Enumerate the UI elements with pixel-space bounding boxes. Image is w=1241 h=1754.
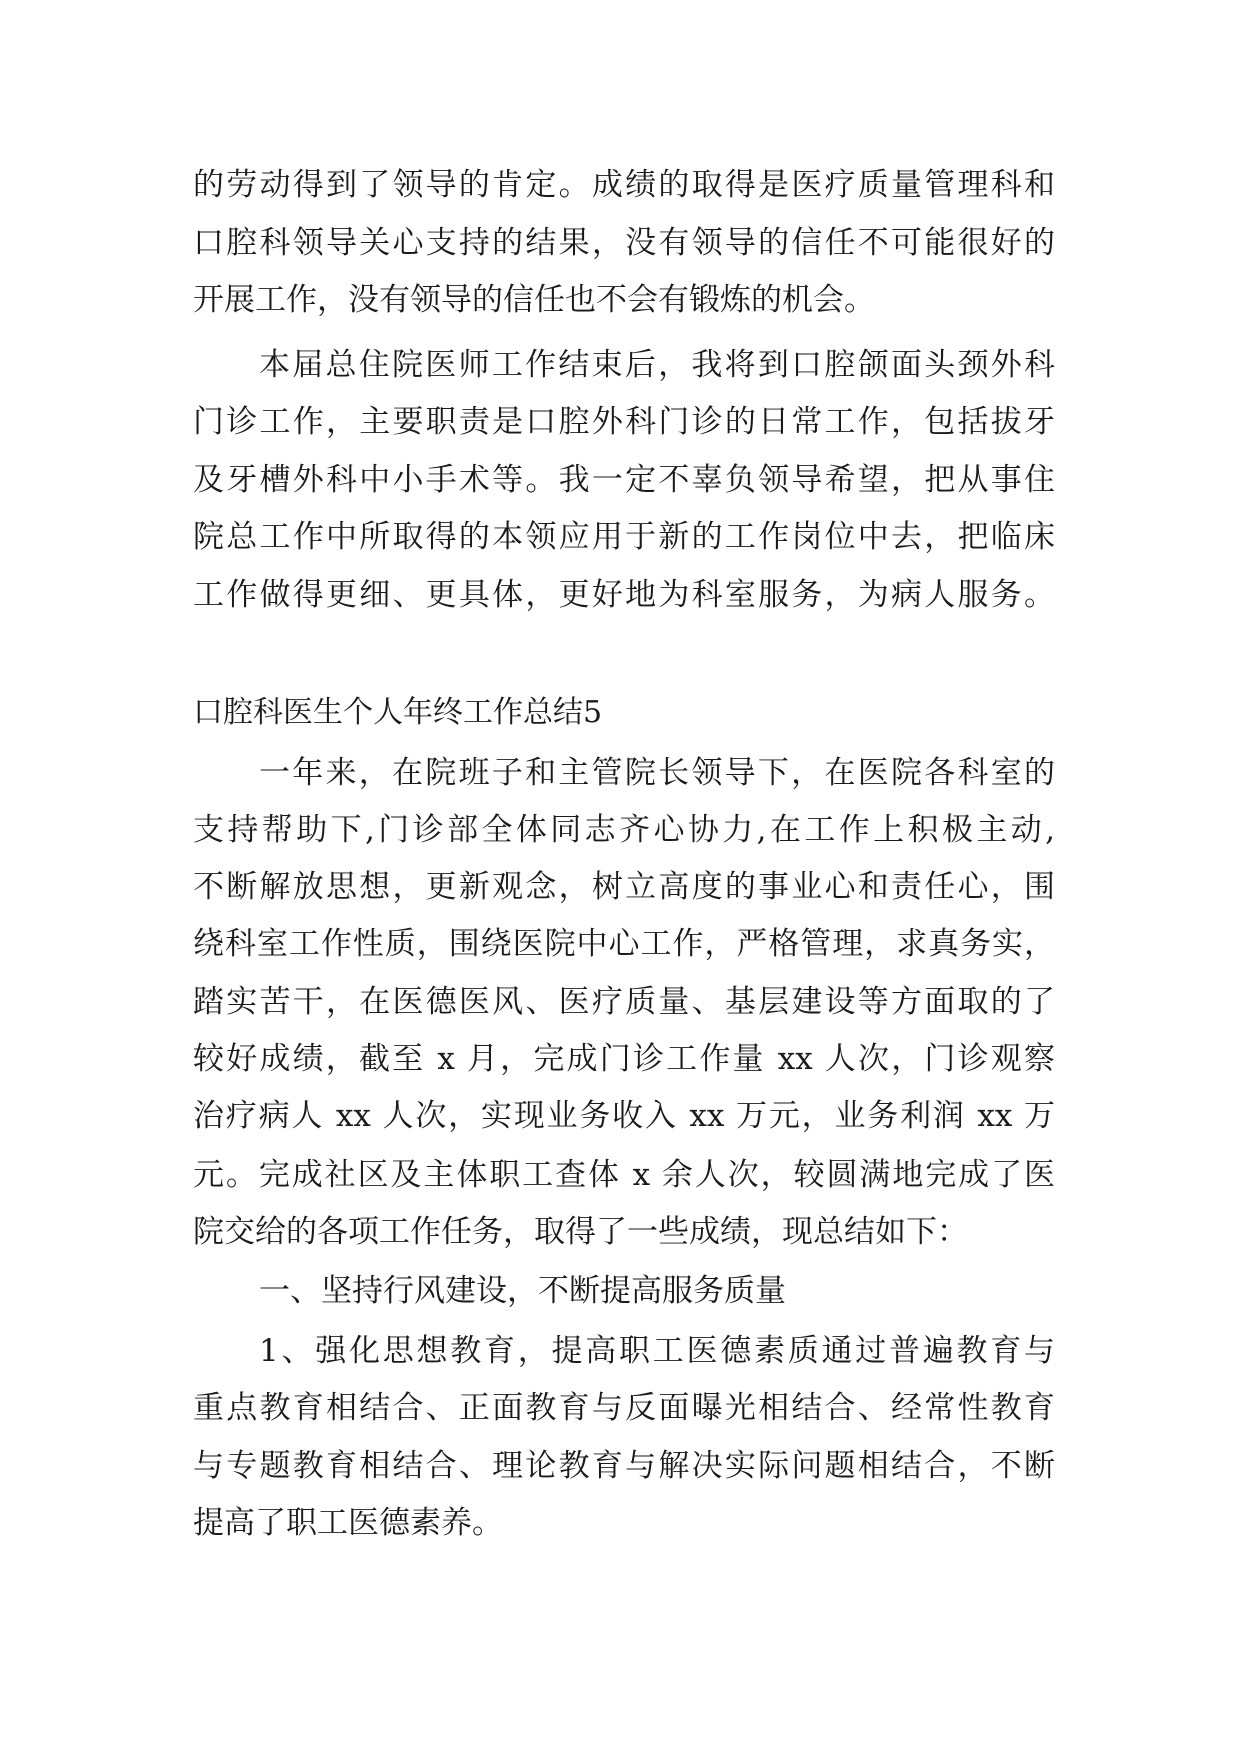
text-line: 治疗病人 xx 人次，实现业务收入 xx 万元，业务利润 xx 万	[193, 1098, 1055, 1134]
text-line: 院总工作中所取得的本领应用于新的工作岗位中去，把临床	[193, 519, 1055, 555]
subheading: 一、坚持行风建设，不断提高服务质量	[259, 1273, 786, 1309]
text-line: 较好成绩，截至 x 月，完成门诊工作量 xx 人次，门诊观察	[193, 1041, 1055, 1077]
text-line: 工作做得更细、更具体，更好地为科室服务，为病人服务。	[193, 577, 1055, 613]
text-line: 不断解放思想，更新观念，树立高度的事业心和责任心，围	[193, 869, 1055, 905]
text-line: 一年来，在院班子和主管院长领导下，在医院各科室的	[259, 755, 1055, 791]
section-title: 口腔科医生个人年终工作总结5	[193, 695, 603, 730]
text-line: 口腔科领导关心支持的结果，没有领导的信任不可能很好的	[193, 225, 1055, 261]
text-line: 及牙槽外科中小手术等。我一定不辜负领导希望，把从事住	[193, 462, 1055, 498]
text-line: 本届总住院医师工作结束后，我将到口腔颌面头颈外科	[259, 347, 1055, 383]
text-line: 1、强化思想教育，提高职工医德素质通过普遍教育与	[259, 1333, 1055, 1369]
text-line: 元。完成社区及主体职工查体 x 余人次，较圆满地完成了医	[193, 1157, 1055, 1193]
text-line: 开展工作，没有领导的信任也不会有锻炼的机会。	[193, 282, 875, 318]
text-line: 提高了职工医德素养。	[193, 1505, 503, 1541]
text-line: 绕科室工作性质，围绕医院中心工作，严格管理，求真务实，	[193, 926, 1055, 962]
text-line: 的劳动得到了领导的肯定。成绩的取得是医疗质量管理科和	[193, 167, 1055, 203]
text-line: 门诊工作，主要职责是口腔外科门诊的日常工作，包括拔牙	[193, 404, 1055, 440]
text-line: 踏实苦干，在医德医风、医疗质量、基层建设等方面取的了	[193, 984, 1055, 1020]
text-line: 支持帮助下,门诊部全体同志齐心协力,在工作上积极主动,	[193, 812, 1055, 848]
text-line: 院交给的各项工作任务，取得了一些成绩，现总结如下：	[193, 1214, 968, 1250]
text-line: 重点教育相结合、正面教育与反面曝光相结合、经常性教育	[193, 1390, 1055, 1426]
text-line: 与专题教育相结合、理论教育与解决实际问题相结合，不断	[193, 1448, 1055, 1484]
